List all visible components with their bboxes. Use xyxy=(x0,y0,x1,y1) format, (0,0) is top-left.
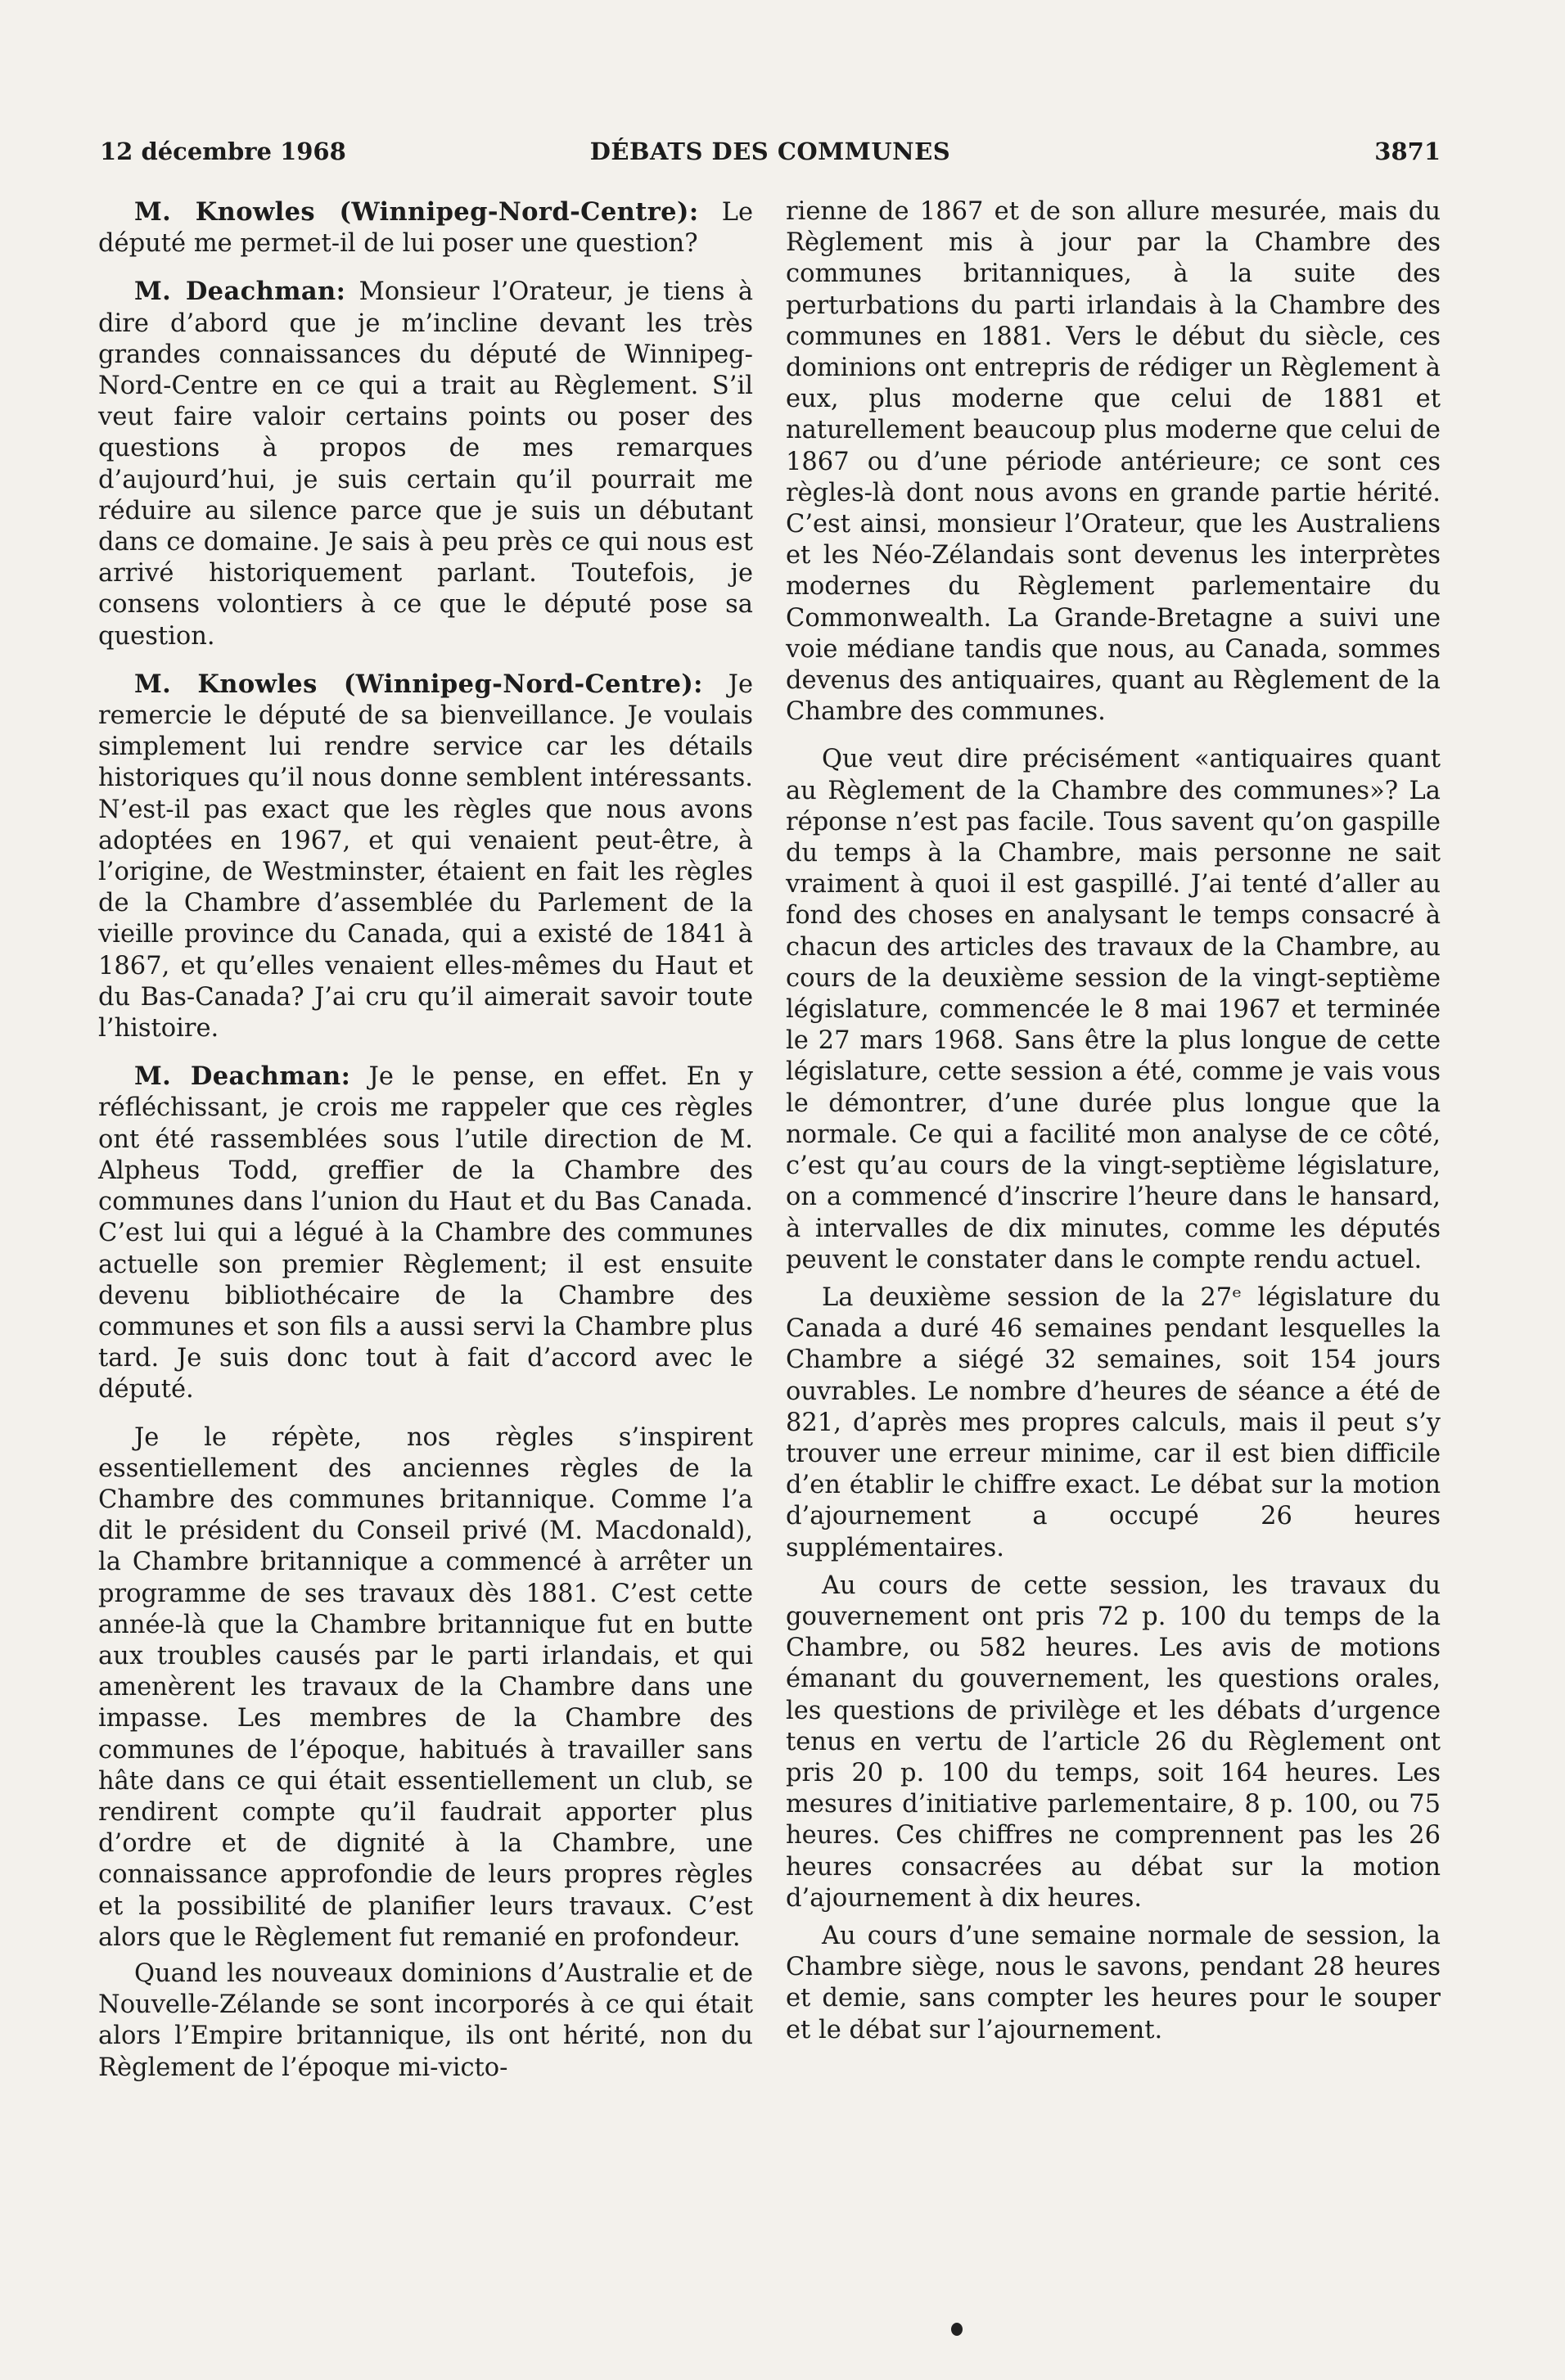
paragraph xyxy=(98,276,753,651)
paragraph xyxy=(98,1422,753,1954)
speech-text: Que veut dire précisément «antiquaires quant au Règlement de la Chambre des communes»? La réponse n’est pas facile. Tous savent qu’on gaspille du temps à la Chambre, mais personne ne sait vraiment à quoi il est gaspillé. J’ai tenté d’aller au fond des choses en analysant le temps consacré à chacun des articles des travaux de la Chambre, au cours de la deuxième session de la vingt-septième législature, commencée le 8 mai 1967 et terminée le 27 mars 1968. Sans être la plus longue de cette législature, cette session a été, comme je vais vous le démontrer, d’une durée plus longue que la normale. Ce qui a facilité mon analyse de ce côté, c’est qu’au cours de la vingt-septième législature, on a commencé d’inscrire l’heure dans le hansard, à intervalles de dix minutes, comme les députés peuvent le constater dans le compte rendu actuel. xyxy=(786,745,1441,1274)
header-title: DÉBATS DES COMMUNES xyxy=(589,137,951,165)
right-column xyxy=(786,196,1441,2046)
page-number: 3871 xyxy=(1374,137,1441,165)
paragraph xyxy=(98,196,753,259)
paragraph xyxy=(786,1921,1441,2046)
speech-text: Au cours d’une semaine normale de session, la Chambre siège, nous le savons, pendant 28 heures et demie, sans compter les heures pour le souper et le débat sur l’ajournement. xyxy=(786,1921,1441,2044)
speech-text: La deuxième session de la 27ᵉ législature du Canada a duré 46 semaines pendant lesquelles la Chambre a siégé 32 semaines, soit 154 jours ouvrables. Le nombre d’heures de séance a été de 821, d’après mes propres calculs, mais il peut s’y trouver une erreur minime, car il est bien difficile d’en établir le chiffre exact. Le débat sur la motion d’ajournement a occupé 26 heures supplémentaires. xyxy=(786,1282,1441,1562)
speech-text: Je remercie le député de sa bienveillance. Je voulais simplement lui rendre service car les détails historiques qu’il nous donne semblent intéressants. N’est-il pas exact que les règles que nous avons adoptées en 1967, et qui venaient peut-être, à l’origine, de Westminster, étaient en fait les règles de la Chambre d’assemblée du Parlement de la vieille province du Canada, qui a existé de 1841 à 1867, et qu’elles venaient elles-mêmes du Haut et du Bas-Canada? J’ai cru qu’il aimerait savoir toute l’histoire. xyxy=(98,669,753,1044)
paragraph xyxy=(98,1959,753,2084)
speech-text: Monsieur l’Orateur, je tiens à dire d’abord que je m’incline devant les très grandes connaissances du député de Winnipeg-Nord-Centre en ce qui a trait au Règlement. S’il veut faire valoir certains points ou poser des questions à propos de mes remarques d’aujourd’hui, je suis certain qu’il pourrait me réduire au silence parce que je suis un débutant dans ce domaine. Je sais à peu près ce qui nous est arrivé historiquement parlant. Toutefois, je consens volontiers à ce que le député pose sa question. xyxy=(98,277,754,651)
paragraph xyxy=(98,669,753,1044)
speech-text: Quand les nouveaux dominions d’Australie et de Nouvelle-Zélande se sont incorporés à ce qui était alors l’Empire britannique, ils ont hérité, non du Règlement de l’époque mi-victo- xyxy=(98,1959,753,2082)
speaker-name: M. Deachman: xyxy=(134,1062,351,1092)
speech-text: rienne de 1867 et de son allure mesurée, mais du Règlement mis à jour par la Chambre des communes britanniques, à la suite des perturbations du parti irlandais à la Chambre des communes en 1881. Vers le début du siècle, ces dominions ont entrepris de rédiger un Règlement à eux, plus moderne que celui de 1881 et naturellement beaucoup plus moderne que celui de 1867 ou d’une période antérieure; ce sont ces règles-là dont nous avons en grande partie hérité. C’est ainsi, monsieur l’Orateur, que les Australiens et les Néo-Zélandais sont devenus les interprètes modernes du Règlement parlementaire du Commonwealth. La Grande-Bretagne a suivi une voie médiane tandis que nous, au Canada, sommes devenus des antiquaires, quant au Règlement de la Chambre des communes. xyxy=(786,197,1441,727)
header-date: 12 décembre 1968 xyxy=(100,137,346,165)
paragraph xyxy=(786,744,1441,1275)
paragraph xyxy=(786,1571,1441,1914)
speaker-name: M. Deachman: xyxy=(134,277,346,307)
paragraph xyxy=(98,1061,753,1405)
paragraph xyxy=(786,196,1441,728)
speech-text: Je le pense, en effet. En y réfléchissant, je crois me rappeler que ces règles ont été rassemblées sous l’utile direction de M. Alpheus Todd, greffier de la Chambre des communes dans l’union du Haut et du Bas Canada. C’est lui qui a légué à la Chambre des communes actuelle son premier Règlement; il est ensuite devenu bibliothécaire de la Chambre des communes et son fils a aussi servi la Chambre plus tard. Je suis donc tout à fait d’accord avec le député. xyxy=(98,1062,753,1404)
speaker-name: M. Knowles (Winnipeg-Nord-Centre): xyxy=(134,669,703,699)
left-column xyxy=(98,196,753,2084)
paragraph xyxy=(786,1282,1441,1564)
speech-text: Je le répète, nos règles s’inspirent essentiellement des anciennes règles de la Chambre des communes britannique. Comme l’a dit le président du Conseil privé (M. Macdonald), la Chambre britannique a commencé à arrêter un programme de ses travaux dès 1881. C’est cette année-là que la Chambre britannique fut en butte aux troubles causés par le parti irlandais, et qui amenèrent les travaux de la Chambre dans une impasse. Les membres de la Chambre des communes de l’époque, habitués à travailler sans hâte dans ce qui était essentiellement un club, se rendirent compte qu’il faudrait apporter plus d’ordre et de dignité à la Chambre, une connaissance approfondie de leurs propres règles et la possibilité de planifier leurs travaux. C’est alors que le Règlement fut remanié en profondeur. xyxy=(98,1422,753,1952)
speech-text: Au cours de cette session, les travaux du gouvernement ont pris 72 p. 100 du temps de la Chambre, ou 582 heures. Les avis de motions émanant du gouvernement, les questions orales, les questions de privilège et les débats d’urgence tenus en vertu de l’article 26 du Règlement ont pris 20 p. 100 du temps, soit 164 heures. Les mesures d’initiative parlementaire, 8 p. 100, ou 75 heures. Ces chiffres ne comprennent pas les 26 heures consacrées au débat sur la motion d’ajournement à dix heures. xyxy=(786,1571,1441,1913)
speaker-name: M. Knowles (Winnipeg-Nord-Centre): xyxy=(134,197,699,227)
page-header xyxy=(100,137,1441,175)
speech-text: Le député me permet-il de lui poser une question? xyxy=(98,198,754,259)
page-mark xyxy=(951,2323,963,2336)
